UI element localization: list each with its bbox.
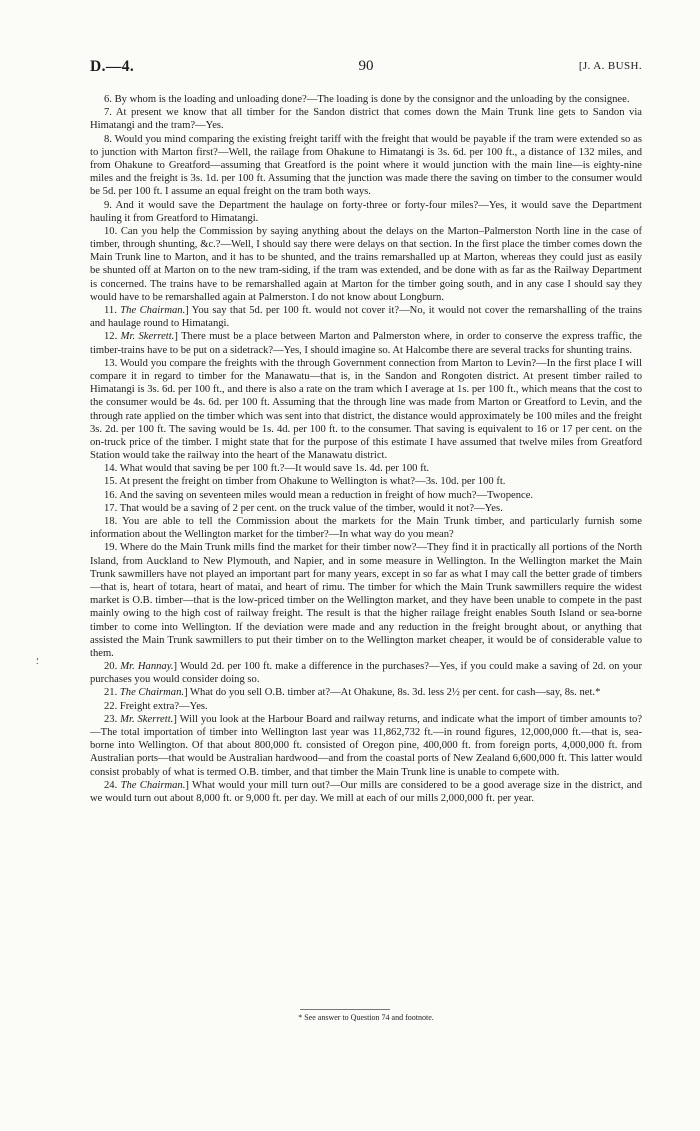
paragraph-text: ] What do you sell O.B. timber at?—At Ohakune, 8s. 3d. less 2½ per cent. for cash—say, 8s. net.* (184, 687, 601, 699)
footnote: * See answer to Question 74 and footnote. (298, 1013, 434, 1022)
testimony-paragraph: 18. You are able to tell the Commission about the markets for the Main Trunk timber, and particularly furnish some information about the Wellington market for the timber?—In what way do you mean? (90, 516, 642, 541)
speaker-name: Mr. Skerrett. (120, 713, 174, 725)
margin-mark: ⸵ (36, 656, 39, 666)
speaker-name: The Chairman. (119, 687, 185, 699)
testimony-paragraph: 16. And the saving on seventeen miles would mean a reduction in freight of how much?—Twopence. (104, 489, 534, 501)
paragraph-text: ] What would your mill turn out?—Our mills are considered to be a good average size in the district, and we would turn out about 8,000 ft. or 9,000 ft. per day. We mill at each of our mills 2,000,000 ft. per year. (90, 779, 642, 804)
page-number: 90 (358, 58, 374, 74)
testimony-paragraph (90, 779, 642, 805)
speaker-name: Mr. Hannay. (120, 661, 174, 673)
paragraph-text: ] There must be a place between Marton and Palmerston where, in order to conserve the express traffic, the timber-trains have to be put on a sidetrack?—Yes, I should imagine so. At Halcombe there are several tracks for shunting trains. (90, 331, 643, 356)
speaker-name: Mr. Skerrett. (120, 331, 175, 343)
paragraph-text: ] Will you look at the Harbour Board and railway returns, and indicate what the import of timber amounts to?—The total importation of timber into Wellington last year was 11,862,732 ft.—in round figures, 12,000,000 ft.—that is, sea-borne into Wellington. Of that about 800,000 ft. consisted of Oregon pine, 400,000 ft. from foreign ports, 4,000,000 ft. from Australian ports—that would be Australian hardwood—and from the coastal ports of New Zealand 6,600,000 ft. This latter would consist probably of what is termed O.B. timber, and that timber the Main Trunk line is unable to compete with. (90, 713, 643, 778)
footnote-rule (300, 1009, 390, 1010)
testimony-paragraph (90, 330, 642, 356)
question-number: 11. (104, 305, 121, 316)
testimony-paragraph (90, 660, 642, 686)
testimony-paragraph: 15. At present the freight on timber from Ohakune to Wellington is what?—3s. 10d. per 100 ft. (104, 476, 506, 488)
testimony-paragraph (90, 686, 642, 699)
paragraph-text: ] You say that 5d. per 100 ft. would not cover it?—No, it would not cover the remarshalling of the trains and haulage round to Himatangi. (90, 305, 642, 330)
testimony-paragraph: 9. And it would save the Department the haulage on forty-three or forty-four miles?—Yes, it would save the Department hauling it from Greatford to Himatangi. (90, 199, 642, 224)
testimony-paragraph: 14. What would that saving be per 100 ft.?—It would save 1s. 4d. per 100 ft. (104, 463, 430, 475)
speaker-name: The Chairman. (120, 779, 186, 791)
testimony-paragraph (90, 304, 642, 330)
testimony-paragraph: 7. At present we know that all timber for the Sandon district that comes down the Main Trunk line gets to Sandon via Himatangi and the tram?—Yes. (90, 107, 642, 132)
testimony-paragraph: 8. Would you mind comparing the existing freight tariff with the freight that would be payable if the tram were extended so as to junction with Marton first?—Well, the railage from Ohakune to Himatangi is 3s. 6d. per 100 ft., a distance of 132 miles, and from Ohakune to Greatford—assuming that Greatford is the point where it would junction with the main line—is eighty-nine miles and the freight is 3s. 1d. per 100 ft. Assuming that the junction was made there the saving on timber to the consumer would be 5d. per 100 ft. I assume an equal freight on the tram both ways. (90, 133, 642, 198)
testimony-paragraph: 22. Freight extra?—Yes. (104, 700, 208, 712)
testimony-paragraph: 6. By whom is the loading and unloading done?—The loading is done by the consignor and the unloading by the consignee. (104, 94, 630, 105)
paragraph-text: ] Would 2d. per 100 ft. make a difference in the purchases?—Yes, if you could make a saving of 2d. on your purchases you would consider doing so. (90, 661, 642, 686)
speaker-name: The Chairman. (120, 305, 186, 316)
witness-name: [J. A. BUSH. (578, 60, 642, 72)
page-header (90, 58, 642, 78)
document-reference: D.—4. (90, 58, 135, 75)
testimony-paragraph: 10. Can you help the Commission by saying anything about the delays on the Marton–Palmerston North line in the case of timber, through shunting, &c.?—Well, I should say there were delays on that section. In the first place the timber comes down the Main Trunk line to Marton, and it has to be shunted, and the trains remarshalled up at Marton, whereas they could just as easily be shunted off at Marton on to the new tram-siding, if the tram was extended, and be done with as far as the Railway Department is concerned. The trains have to be remarshalled again at Marton for the timber going south, and in any case I should say they would have to be remarshalled again at Palmerston. I do not know about Longburn. (90, 225, 642, 303)
testimony-paragraph (90, 713, 642, 779)
question-number: 20. (104, 661, 121, 673)
question-number: 23. (104, 713, 121, 725)
question-number: 21. (104, 687, 120, 699)
testimony-paragraph: 13. Would you compare the freights with the through Government connection from Marton to Levin?—In the first place I will compare it in regard to timber for the Manawatu—that is, in the Sandon and Rongoten district. At present timber railed to Himatangi is 3s. 6d. per 100 ft., and there is also a rate on the tram which I average at 1s. per 100 ft., which means that the cost to the consumer would be 4s. 6d. per 100 ft. Assuming that the through line was made from Marton or Greatford to Levin, and the through rate applied on the timber which was sent into that district, the distance would approximately be 100 miles and the freight 3s. 2d. per 100 ft. The saving would be 1s. 4d. per 100 ft. to the consumer. That saving is equivalent to 16 or 17 per cent. on the on-truck price of the timber. I might state that for the purpose of this estimate I have assumed that twelve miles from Greatford Station would take the railway into the heart of the Manawatu district. (90, 357, 642, 462)
question-number: 12. (104, 331, 121, 343)
testimony-paragraph: 19. Where do the Main Trunk mills find the market for their timber now?—They find it in practically all portions of the North Island, from Auckland to New Plymouth, and Napier, and in some measure in Wellington. In the Wellington market the Main Trunk sawmillers have not played an important part for many years, except in so far as what I may call the better grade of timbers—that is, heart of totara, heart of matai, and heart of rimu. The timber for which the Main Trunk sawmillers require the widest market is O.B. timber—that is the low-priced timber on the Wellington market, and they have been unable to compete in the past mainly owing to the high cost of railway freight. The result is that the higher railage freight enables South Island or sea-borne timber to come into Wellington. If the deviation were made and any reduction in the freight brought about, or anything that assisted the Main Trunk sawmillers to put their timber on to the Wellington market cheaper, it would be of considerable value to them. (90, 542, 642, 659)
question-number: 24. (104, 779, 121, 791)
testimony-body (90, 93, 642, 805)
testimony-paragraph: 17. That would be a saving of 2 per cent. on the truck value of the timber, would it not?—Yes. (104, 502, 503, 514)
